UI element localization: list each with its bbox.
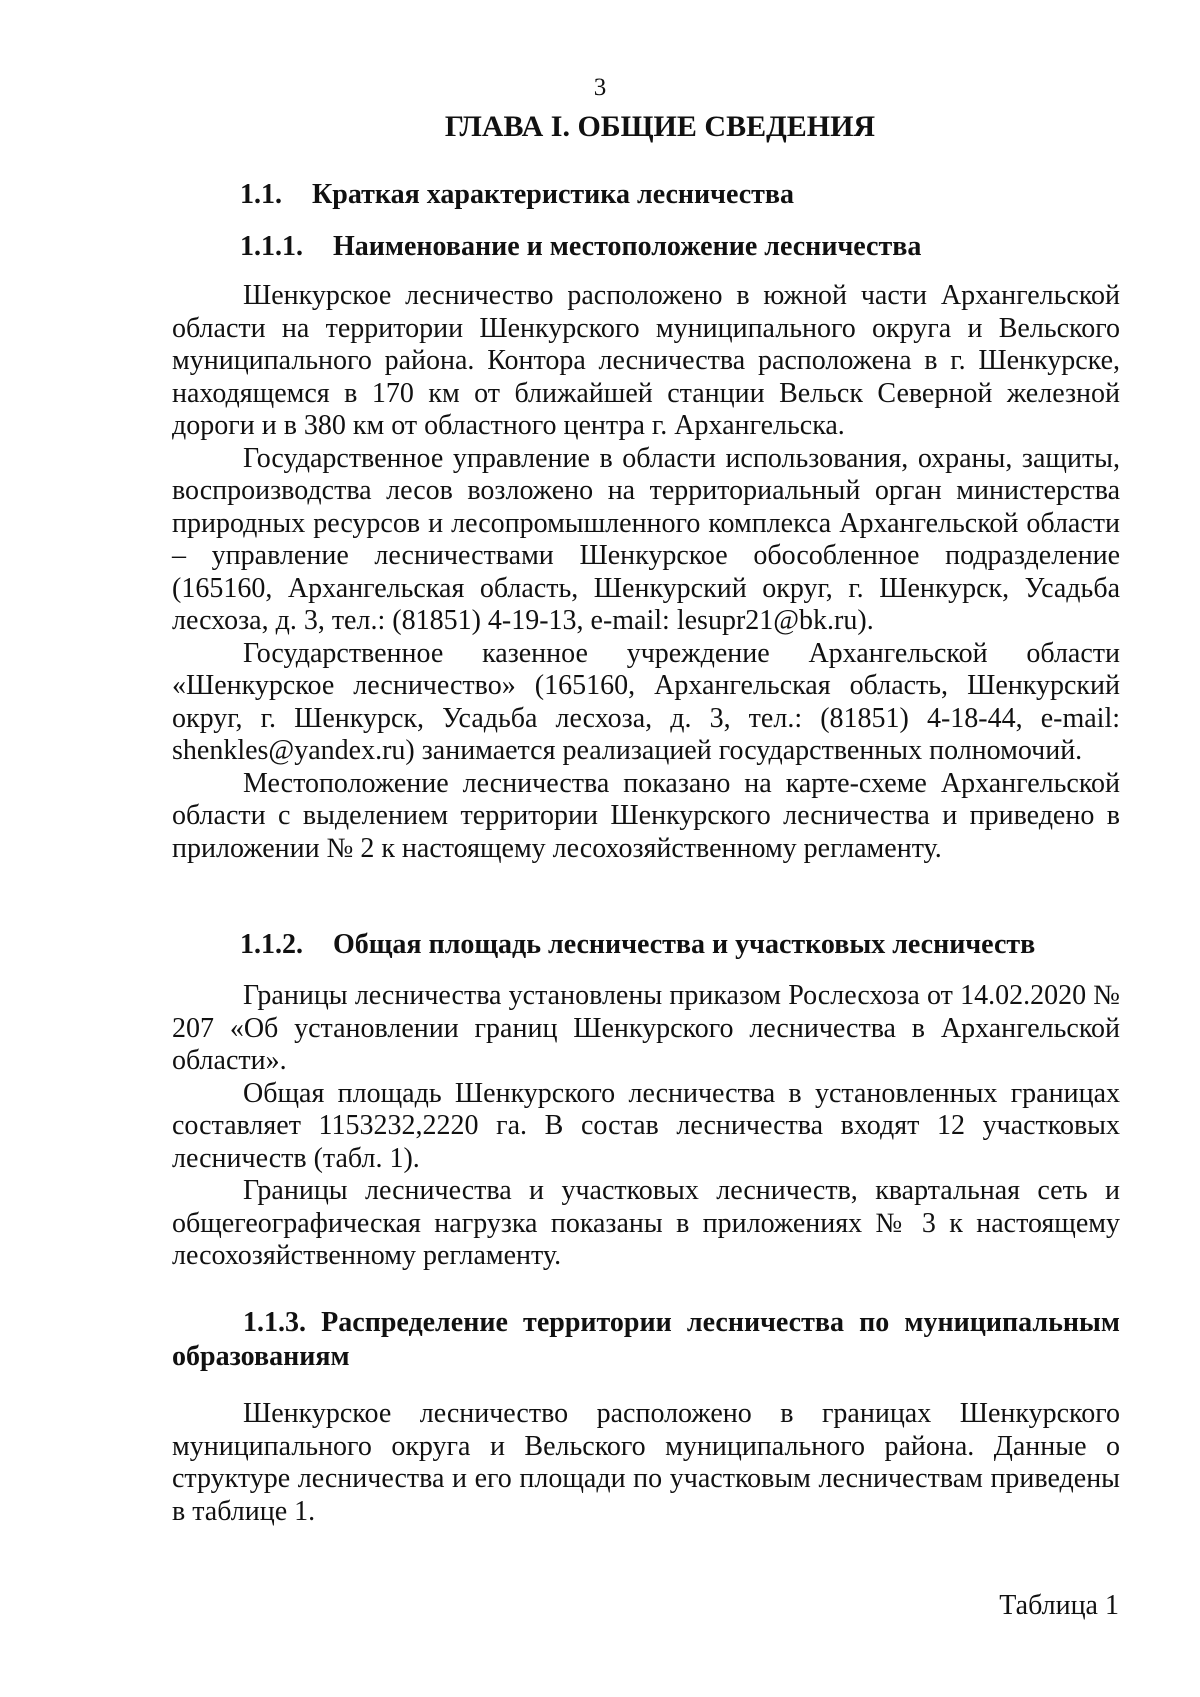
paragraph: Границы лесничества установлены приказом Рослесхоза от 14.02.2020 № 207 «Об установлении границ Шенкурского лесничества в Архангельской области». xyxy=(172,980,1120,1076)
paragraph: Государственное казенное учреждение Архангельской области «Шенкурское лесничество» (165160, Архангельская область, Шенкурский округ, г. Шенкурск, Усадьба лесхоза, д. 3, тел.: (81851) 4-18-44, e-mail: shenkles@yandex.ru) занимается реализацией государственных полномочий. xyxy=(172,637,1120,766)
paragraph: Границы лесничества и участковых лесничеств, квартальная сеть и общегеографическая нагрузка показаны в приложениях № 3 к настоящему лесохозяйственному регламенту. xyxy=(172,1175,1120,1271)
paragraph: Шенкурское лесничество расположено в границах Шенкурского муниципального округа и Вельского муниципального района. Данные о структуре лесничества и его площади по участковым лесничествам приведены в таблице 1. xyxy=(172,1398,1120,1527)
section-title: Краткая характеристика лесничества xyxy=(312,179,795,210)
chapter-title: ГЛАВА I. ОБЩИЕ СВЕДЕНИЯ xyxy=(444,110,876,143)
section-heading-1-1 xyxy=(240,178,1120,211)
page-number: 3 xyxy=(593,74,607,101)
section-number: 1.1.2. xyxy=(240,929,303,960)
section-1-1-1-body xyxy=(172,280,1120,865)
paragraph: Государственное управление в области использования, охраны, защиты, воспроизводства лесов возложено на территориальный орган министерства природных ресурсов и лесопромышленного комплекса Архангельской области – управление лесничествами Шенкурское обособленное подразделение (165160, Архангельская область, Шенкурский округ, г. Шенкурск, Усадьба лесхоза, д. 3, тел.: (81851) 4-19-13, e-mail: lesupr21@bk.ru). xyxy=(172,442,1120,636)
section-title: Общая площадь лесничества и участковых лесничеств xyxy=(333,929,1036,960)
section-number: 1.1. xyxy=(240,179,282,210)
section-heading-1-1-1 xyxy=(240,230,1120,263)
paragraph: Местоположение лесничества показано на карте-схеме Архангельской области с выделением территории Шенкурского лесничества и приведено в приложении № 2 к настоящему лесохозяйственному регламенту. xyxy=(172,767,1120,864)
section-title: Наименование и местоположение лесничества xyxy=(333,231,922,262)
section-heading-1-1-3: 1.1.3. Распределение территории лесничества по муниципальным образованиям xyxy=(172,1307,1120,1372)
section-1-1-3-body xyxy=(172,1398,1120,1528)
paragraph: Общая площадь Шенкурского лесничества в установленных границах составляет 1153232,2220 га. В состав лесничества входят 12 участковых лесничеств (табл. 1). xyxy=(172,1077,1120,1174)
section-number: 1.1.1. xyxy=(240,231,303,262)
table-caption: Таблица 1 xyxy=(999,1590,1119,1621)
section-heading-1-1-2 xyxy=(240,928,1120,961)
paragraph: Шенкурское лесничество расположено в южной части Архангельской области на территории Шенкурского муниципального округа и Вельского муниципального района. Контора лесничества расположена в г. Шенкурске, находящемся в 170 км от ближайшей станции Вельск Северной железной дороги и в 380 км от областного центра г. Архангельска. xyxy=(172,280,1120,441)
section-1-1-2-body xyxy=(172,980,1120,1273)
